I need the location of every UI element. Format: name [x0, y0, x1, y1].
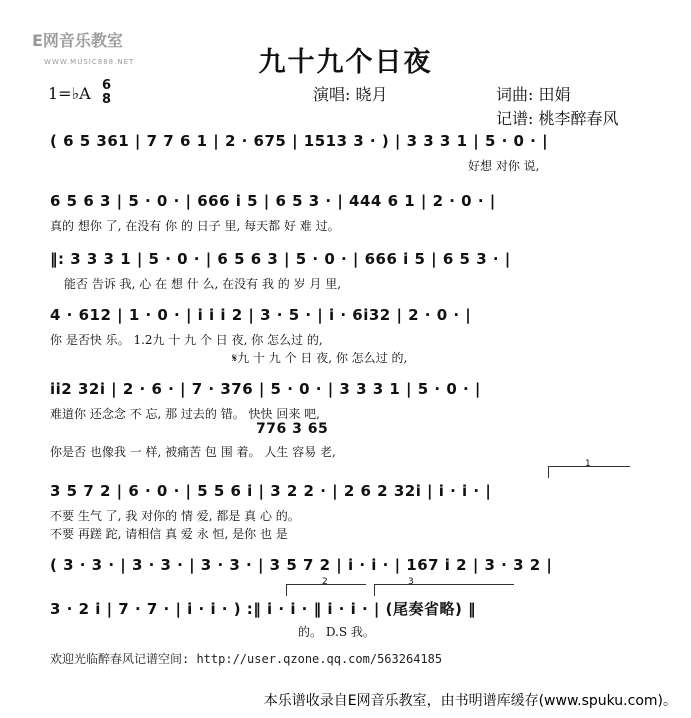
- lyric-row-1: 好想 对你 说,: [468, 159, 540, 173]
- singer: 演唱: 晓月: [313, 85, 388, 104]
- logo-url: WWW.MUSIC888.NET: [44, 58, 135, 66]
- lyric-row-5b: 你是否 也像我 一 样, 被痛苦 包 围 着。 人生 容易 老,: [50, 445, 336, 459]
- music-row-1: ( 6 5 361 | 7 7 6 1 | 2 · 675 | 1513 3 · ) | 3 3 3 1 | 5 · 0 · |: [50, 132, 549, 150]
- lyricist: 词曲: 田娟: [496, 85, 571, 104]
- music-row-5: ii2 32i | 2 · 6 · | 7 · 376 | 5 · 0 · | 3 3 3 1 | 5 · 0 · |: [50, 380, 481, 398]
- source-credit: 本乐谱收录自E网音乐教室，由书明谱库缓存(www.spuku.com)。: [263, 693, 677, 709]
- music-row-3: ‖: 3 3 3 1 | 5 · 0 · | 6 5 6 3 | 5 · 0 · | 666 i 5 | 6 5 3 · |: [50, 250, 511, 268]
- volta-bracket-3-left: [374, 584, 375, 596]
- lyric-row-6b: 不要 再蹉 跎, 请相信 真 爱 永 恒, 是你 也 是: [50, 527, 288, 541]
- volta-bracket-2-left: [286, 584, 287, 596]
- footer-note: 欢迎光临醉春风记谱空间: http://user.qzone.qq.com/563264185: [50, 652, 443, 666]
- time-sig-bottom: 8: [102, 92, 112, 107]
- music-row-4: 4 · 612 | 1 · 0 · | i i i 2 | 3 · 5 · | i · 6i32 | 2 · 0 · |: [50, 306, 472, 324]
- logo: E网音乐教室: [32, 31, 123, 50]
- music-row-8: 3 · 2 i | 7 · 7 · | i · i · ) :‖ i · i · ‖ i · i · | (尾奏省略) ‖: [50, 600, 477, 618]
- music-row-6: 3 5 7 2 | 6 · 0 · | 5 5 6 i | 3 2 2 · | 2 6 2 32i | i · i · |: [50, 482, 492, 500]
- lyric-row-6a: 不要 生气 了, 我 对你的 情 爱, 都是 真 心 的。: [50, 509, 300, 523]
- music-row-5-alt: 776 3 65: [256, 421, 329, 437]
- song-title: 九十九个日夜: [258, 47, 433, 78]
- lyric-row-8: 的。 D.S 我。: [298, 625, 375, 639]
- lyric-row-4b: 𝄋九 十 九 个 日 夜, 你 怎么过 的,: [232, 351, 408, 365]
- lyric-row-4a: 你 是否快 乐。 1.2九 十 九 个 日 夜, 你 怎么过 的,: [50, 333, 323, 347]
- volta-label-3: 3: [408, 577, 414, 587]
- key-signature: 1=♭A: [48, 84, 91, 103]
- volta-bracket-3: [374, 584, 514, 585]
- volta-label-2: 2: [322, 577, 328, 587]
- time-sig-top: 6: [102, 78, 112, 93]
- volta-label-1: 1: [585, 459, 591, 469]
- music-row-7: ( 3 · 3 · | 3 · 3 · | 3 · 3 · | 3 5 7 2 | i · i · | 167 i 2 | 3 · 3 2 |: [50, 556, 553, 574]
- lyric-row-3: 能否 告诉 我, 心 在 想 什 么, 在没有 我 的 岁 月 里,: [64, 277, 342, 291]
- transcriber: 记谱: 桃李醉春风: [496, 109, 619, 128]
- volta-bracket-1-left: [548, 466, 549, 478]
- music-row-2: 6 5 6 3 | 5 · 0 · | 666 i 5 | 6 5 3 · | 444 6 1 | 2 · 0 · |: [50, 192, 496, 210]
- lyric-row-2: 真的 想你 了, 在没有 你 的 日子 里, 每天都 好 难 过。: [50, 219, 340, 233]
- lyric-row-5a: 难道你 还念念 不 忘, 那 过去的 错。 快快 回来 吧,: [50, 407, 320, 421]
